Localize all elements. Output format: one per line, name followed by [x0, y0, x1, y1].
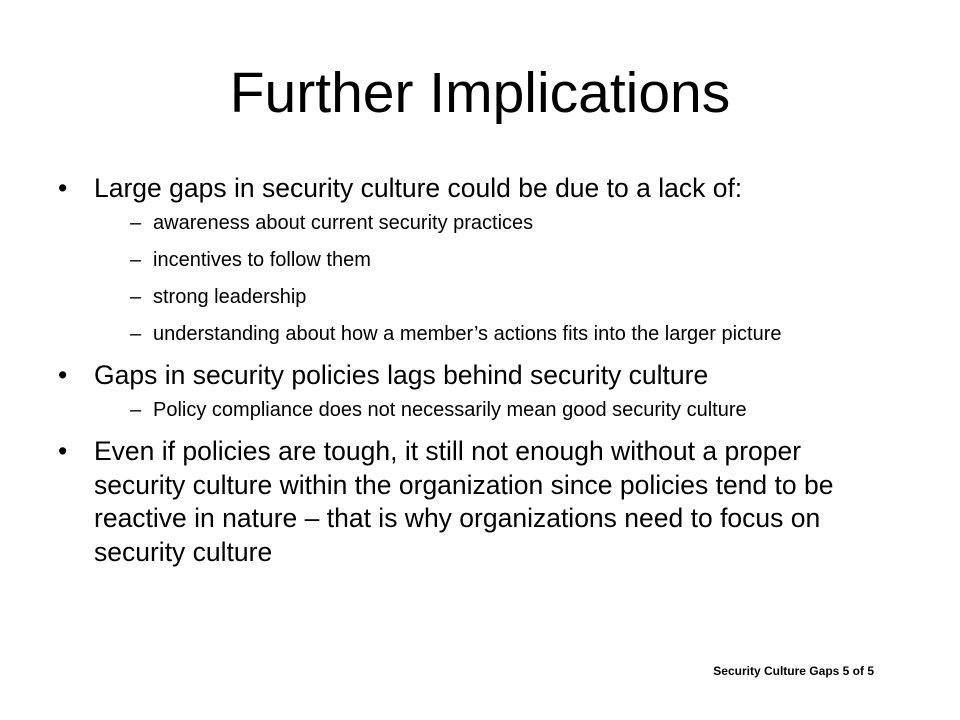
dash-marker: –	[130, 212, 142, 234]
bullet-text: Gaps in security policies lags behind security culture	[94, 360, 709, 390]
dash-marker: –	[130, 323, 142, 345]
sub-text: Policy compliance does not necessarily mean good security culture	[153, 399, 747, 421]
sub-list	[94, 398, 888, 422]
sub-item	[94, 322, 888, 346]
sub-item	[94, 285, 888, 309]
bullet-marker: •	[58, 360, 68, 390]
sub-text: awareness about current security practices	[153, 212, 534, 234]
sub-item	[94, 398, 888, 422]
bullet-item	[58, 172, 888, 346]
dash-marker: –	[130, 286, 142, 308]
sub-item	[94, 211, 888, 235]
sub-text: understanding about how a member’s actions fits into the larger picture	[153, 323, 782, 345]
bullet-item	[58, 435, 888, 569]
slide-footer: Security Culture Gaps 5 of 5	[713, 664, 874, 678]
dash-marker: –	[130, 399, 142, 421]
sub-text: strong leadership	[153, 286, 307, 308]
bullet-item	[58, 359, 888, 422]
bullet-marker: •	[58, 436, 68, 466]
sub-list	[94, 211, 888, 346]
sub-text: incentives to follow them	[153, 249, 371, 271]
dash-marker: –	[130, 249, 142, 271]
slide-body	[58, 172, 888, 576]
sub-item	[94, 248, 888, 272]
bullet-marker: •	[58, 173, 68, 203]
slide-title: Further Implications	[229, 61, 731, 125]
bullet-text: Large gaps in security culture could be due to a lack of:	[94, 173, 743, 203]
bullet-text: Even if policies are tough, it still not enough without a proper security culture within the organization since policies tend to be reactive in nature – that is why organizations need to focus on security culture	[94, 436, 834, 567]
